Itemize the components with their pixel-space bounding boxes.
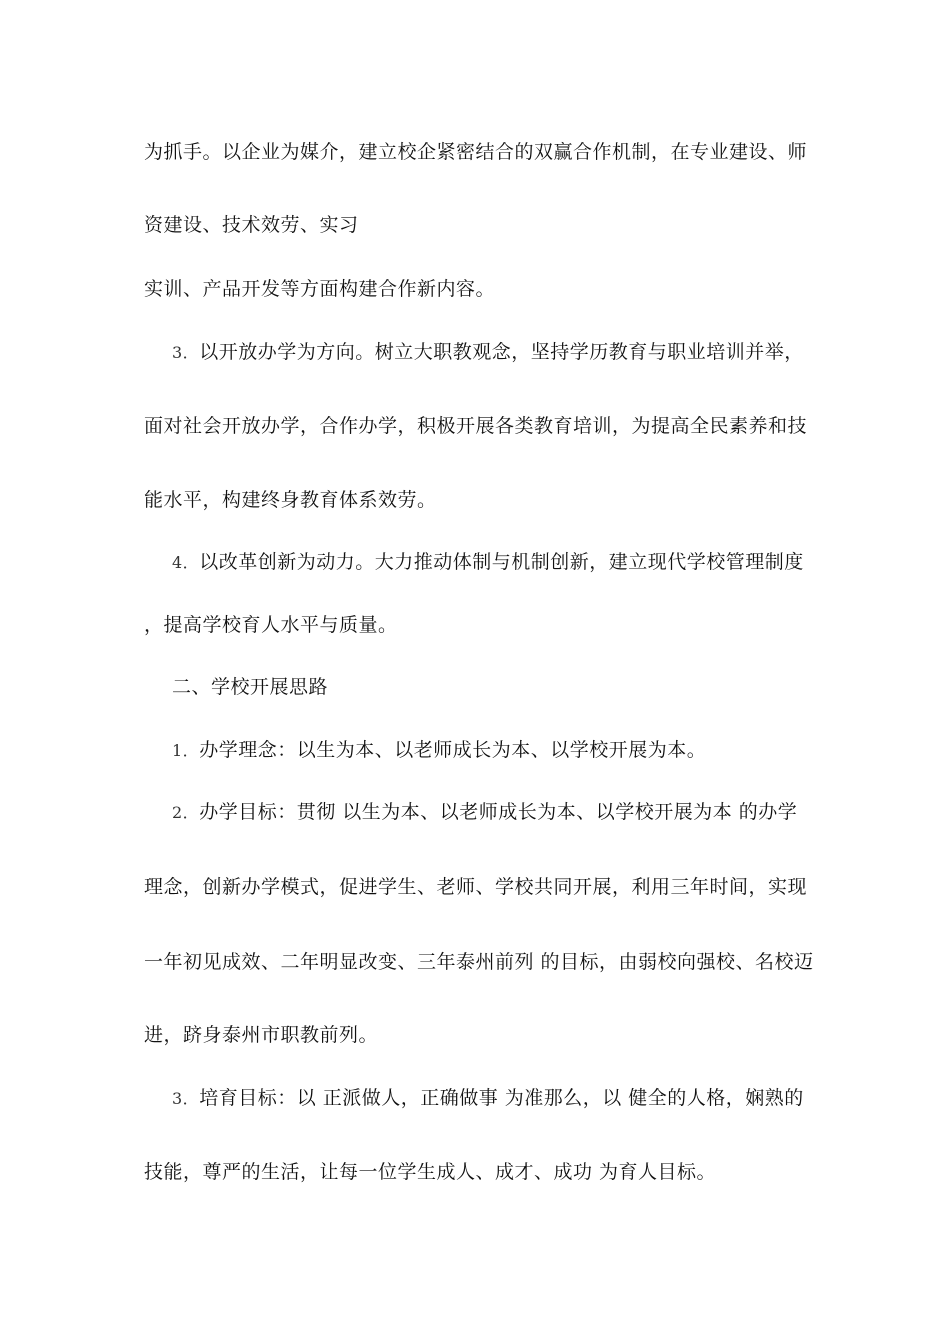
list-number: 3． xyxy=(172,343,200,362)
list-item-4 xyxy=(172,550,804,575)
paragraph-line: 一年初见成效、二年明显改变、三年泰州前列 的目标，由弱校向强校、名校迈 xyxy=(144,951,814,973)
paragraph-line: 理念，创新办学模式，促进学生、老师、学校共同开展，利用三年时间，实现 xyxy=(144,876,808,898)
paragraph-line: 进，跻身泰州市职教前列。 xyxy=(144,1024,379,1046)
list-item-1 xyxy=(172,738,706,763)
list-number: 4． xyxy=(172,553,200,572)
list-item-3-goals xyxy=(172,1086,804,1111)
paragraph-line: 资建设、技术效劳、实习 xyxy=(144,214,359,236)
section-heading: 二、学校开展思路 xyxy=(172,676,329,698)
paragraph-line: 技能，尊严的生活，让每一位学生成人、成才、成功 为育人目标。 xyxy=(144,1161,717,1183)
paragraph-line: ，提高学校育人水平与质量。 xyxy=(144,614,398,636)
list-item-text: 培育目标：以 正派做人，正确做事 为准那么，以 健全的人格，娴熟的 xyxy=(199,1087,804,1109)
list-item-text: 办学理念：以生为本、以老师成长为本、以学校开展为本。 xyxy=(199,739,707,761)
list-number: 1． xyxy=(172,741,200,760)
list-number: 2． xyxy=(172,803,200,822)
paragraph-line: 实训、产品开发等方面构建合作新内容。 xyxy=(144,278,496,300)
list-item-text: 办学目标：贯彻 以生为本、以老师成长为本、以学校开展为本 的办学 xyxy=(199,801,798,823)
paragraph-line: 能水平，构建终身教育体系效劳。 xyxy=(144,489,437,511)
list-item-text: 以开放办学为方向。树立大职教观念，坚持学历教育与职业培训并举， xyxy=(199,341,804,363)
paragraph-line: 面对社会开放办学，合作办学，积极开展各类教育培训，为提高全民素养和技 xyxy=(144,415,808,437)
list-item-3 xyxy=(172,340,804,365)
list-item-2 xyxy=(172,800,797,825)
paragraph-line: 为抓手。以企业为媒介，建立校企紧密结合的双赢合作机制，在专业建设、师 xyxy=(144,141,808,163)
list-number: 3． xyxy=(172,1089,200,1108)
list-item-text: 以改革创新为动力。大力推动体制与机制创新，建立现代学校管理制度 xyxy=(199,551,804,573)
